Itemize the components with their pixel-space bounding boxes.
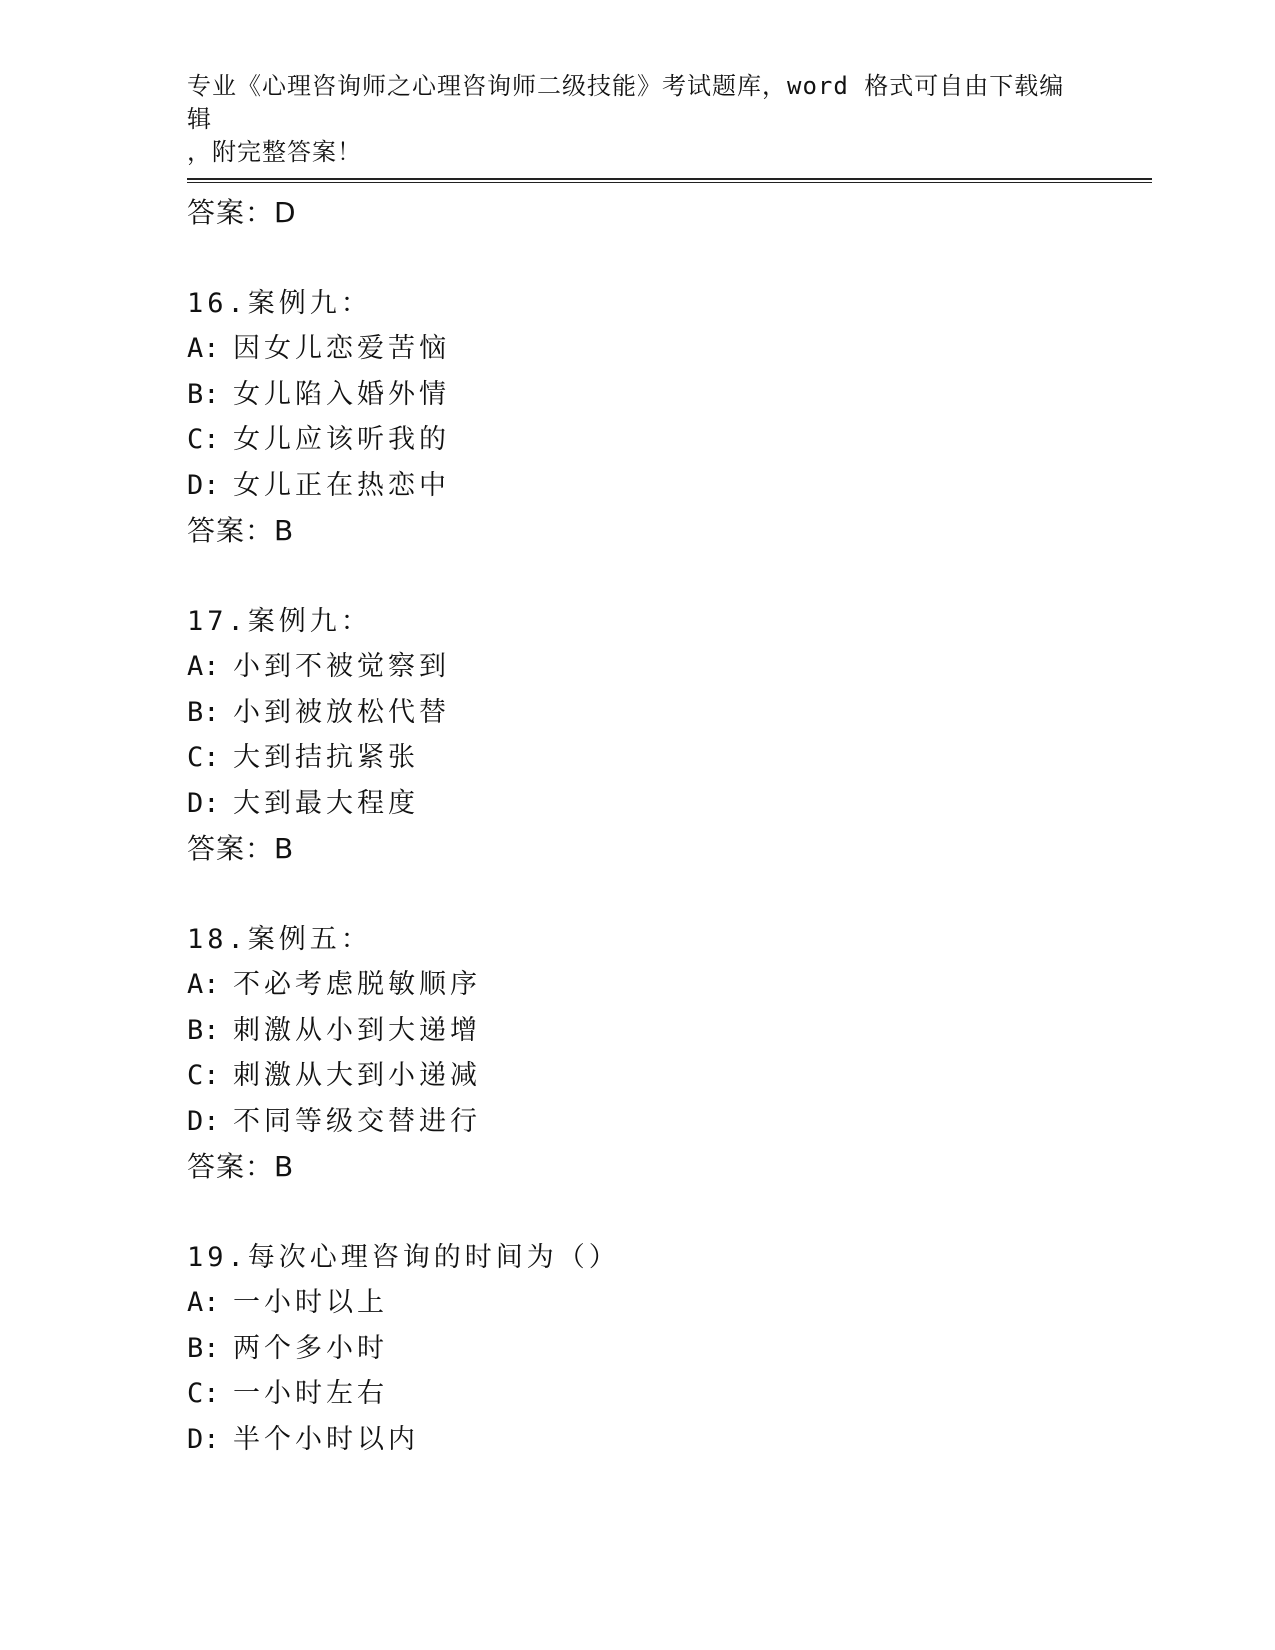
option-letter: B: [187,1014,220,1046]
option-a [187,326,1152,372]
option-text: 不同等级交替进行 [233,1105,481,1137]
question-title: 17.案例九： [187,606,372,637]
option-letter: A: [187,651,220,682]
option-b [187,1326,1152,1372]
option-text: 一小时左右 [233,1378,388,1409]
option-letter: A: [187,333,220,364]
option-d [187,1099,1152,1145]
spacer [187,871,1152,917]
header-rule [187,178,1152,183]
option-text: 女儿陷入婚外情 [233,378,450,410]
option-letter: D: [187,469,220,501]
question-title: 18.案例五： [187,924,372,955]
option-letter: C: [187,424,220,455]
option-c [187,1371,1152,1417]
option-letter: C: [187,1378,220,1409]
option-letter: B: [187,1332,220,1364]
option-text: 女儿正在热恋中 [233,469,450,501]
option-d [187,1417,1152,1463]
option-text: 小到被放松代替 [233,696,450,728]
spacer [187,553,1152,599]
question-title: 16.案例九： [187,288,372,319]
option-d [187,463,1152,509]
spacer [187,235,1152,281]
option-letter: C: [187,1060,220,1091]
option-c [187,1053,1152,1099]
spacer [187,1189,1152,1235]
document-page [187,0,1152,1650]
option-letter: C: [187,742,220,773]
option-letter: A: [187,969,220,1000]
option-text: 女儿应该听我的 [233,424,450,455]
option-letter: D: [187,1105,220,1137]
option-text: 半个小时以内 [233,1423,419,1455]
question-list [187,190,1152,1462]
option-text: 大到拮抗紧张 [233,742,419,773]
option-c [187,735,1152,781]
option-text: 不必考虑脱敏顺序 [233,969,481,1000]
option-text: 刺激从大到小递减 [233,1060,481,1091]
option-d [187,781,1152,827]
option-text: 大到最大程度 [233,787,419,819]
option-letter: B: [187,378,220,410]
option-c [187,417,1152,463]
option-letter: B: [187,696,220,728]
option-text: 两个多小时 [233,1332,388,1364]
answer-line: 答案：B [187,1150,295,1183]
document-header: 专业《心理咨询师之心理咨询师二级技能》考试题库，word 格式可自由下载编辑 ，附完整答案！ [187,72,1065,166]
option-text: 刺激从小到大递增 [233,1014,481,1046]
option-text: 因女儿恋爱苦恼 [233,333,450,364]
question-title: 19.每次心理咨询的时间为（） [187,1242,620,1273]
option-letter: A: [187,1287,220,1318]
option-b [187,690,1152,736]
option-letter: D: [187,1423,220,1455]
option-a [187,644,1152,690]
option-b [187,1008,1152,1054]
option-letter: D: [187,787,220,819]
option-a [187,1280,1152,1326]
answer-line: 答案：D [187,196,297,229]
option-a [187,962,1152,1008]
option-b [187,372,1152,418]
answer-line: 答案：B [187,832,295,865]
answer-line: 答案：B [187,514,295,547]
option-text: 一小时以上 [233,1287,388,1318]
option-text: 小到不被觉察到 [233,651,450,682]
